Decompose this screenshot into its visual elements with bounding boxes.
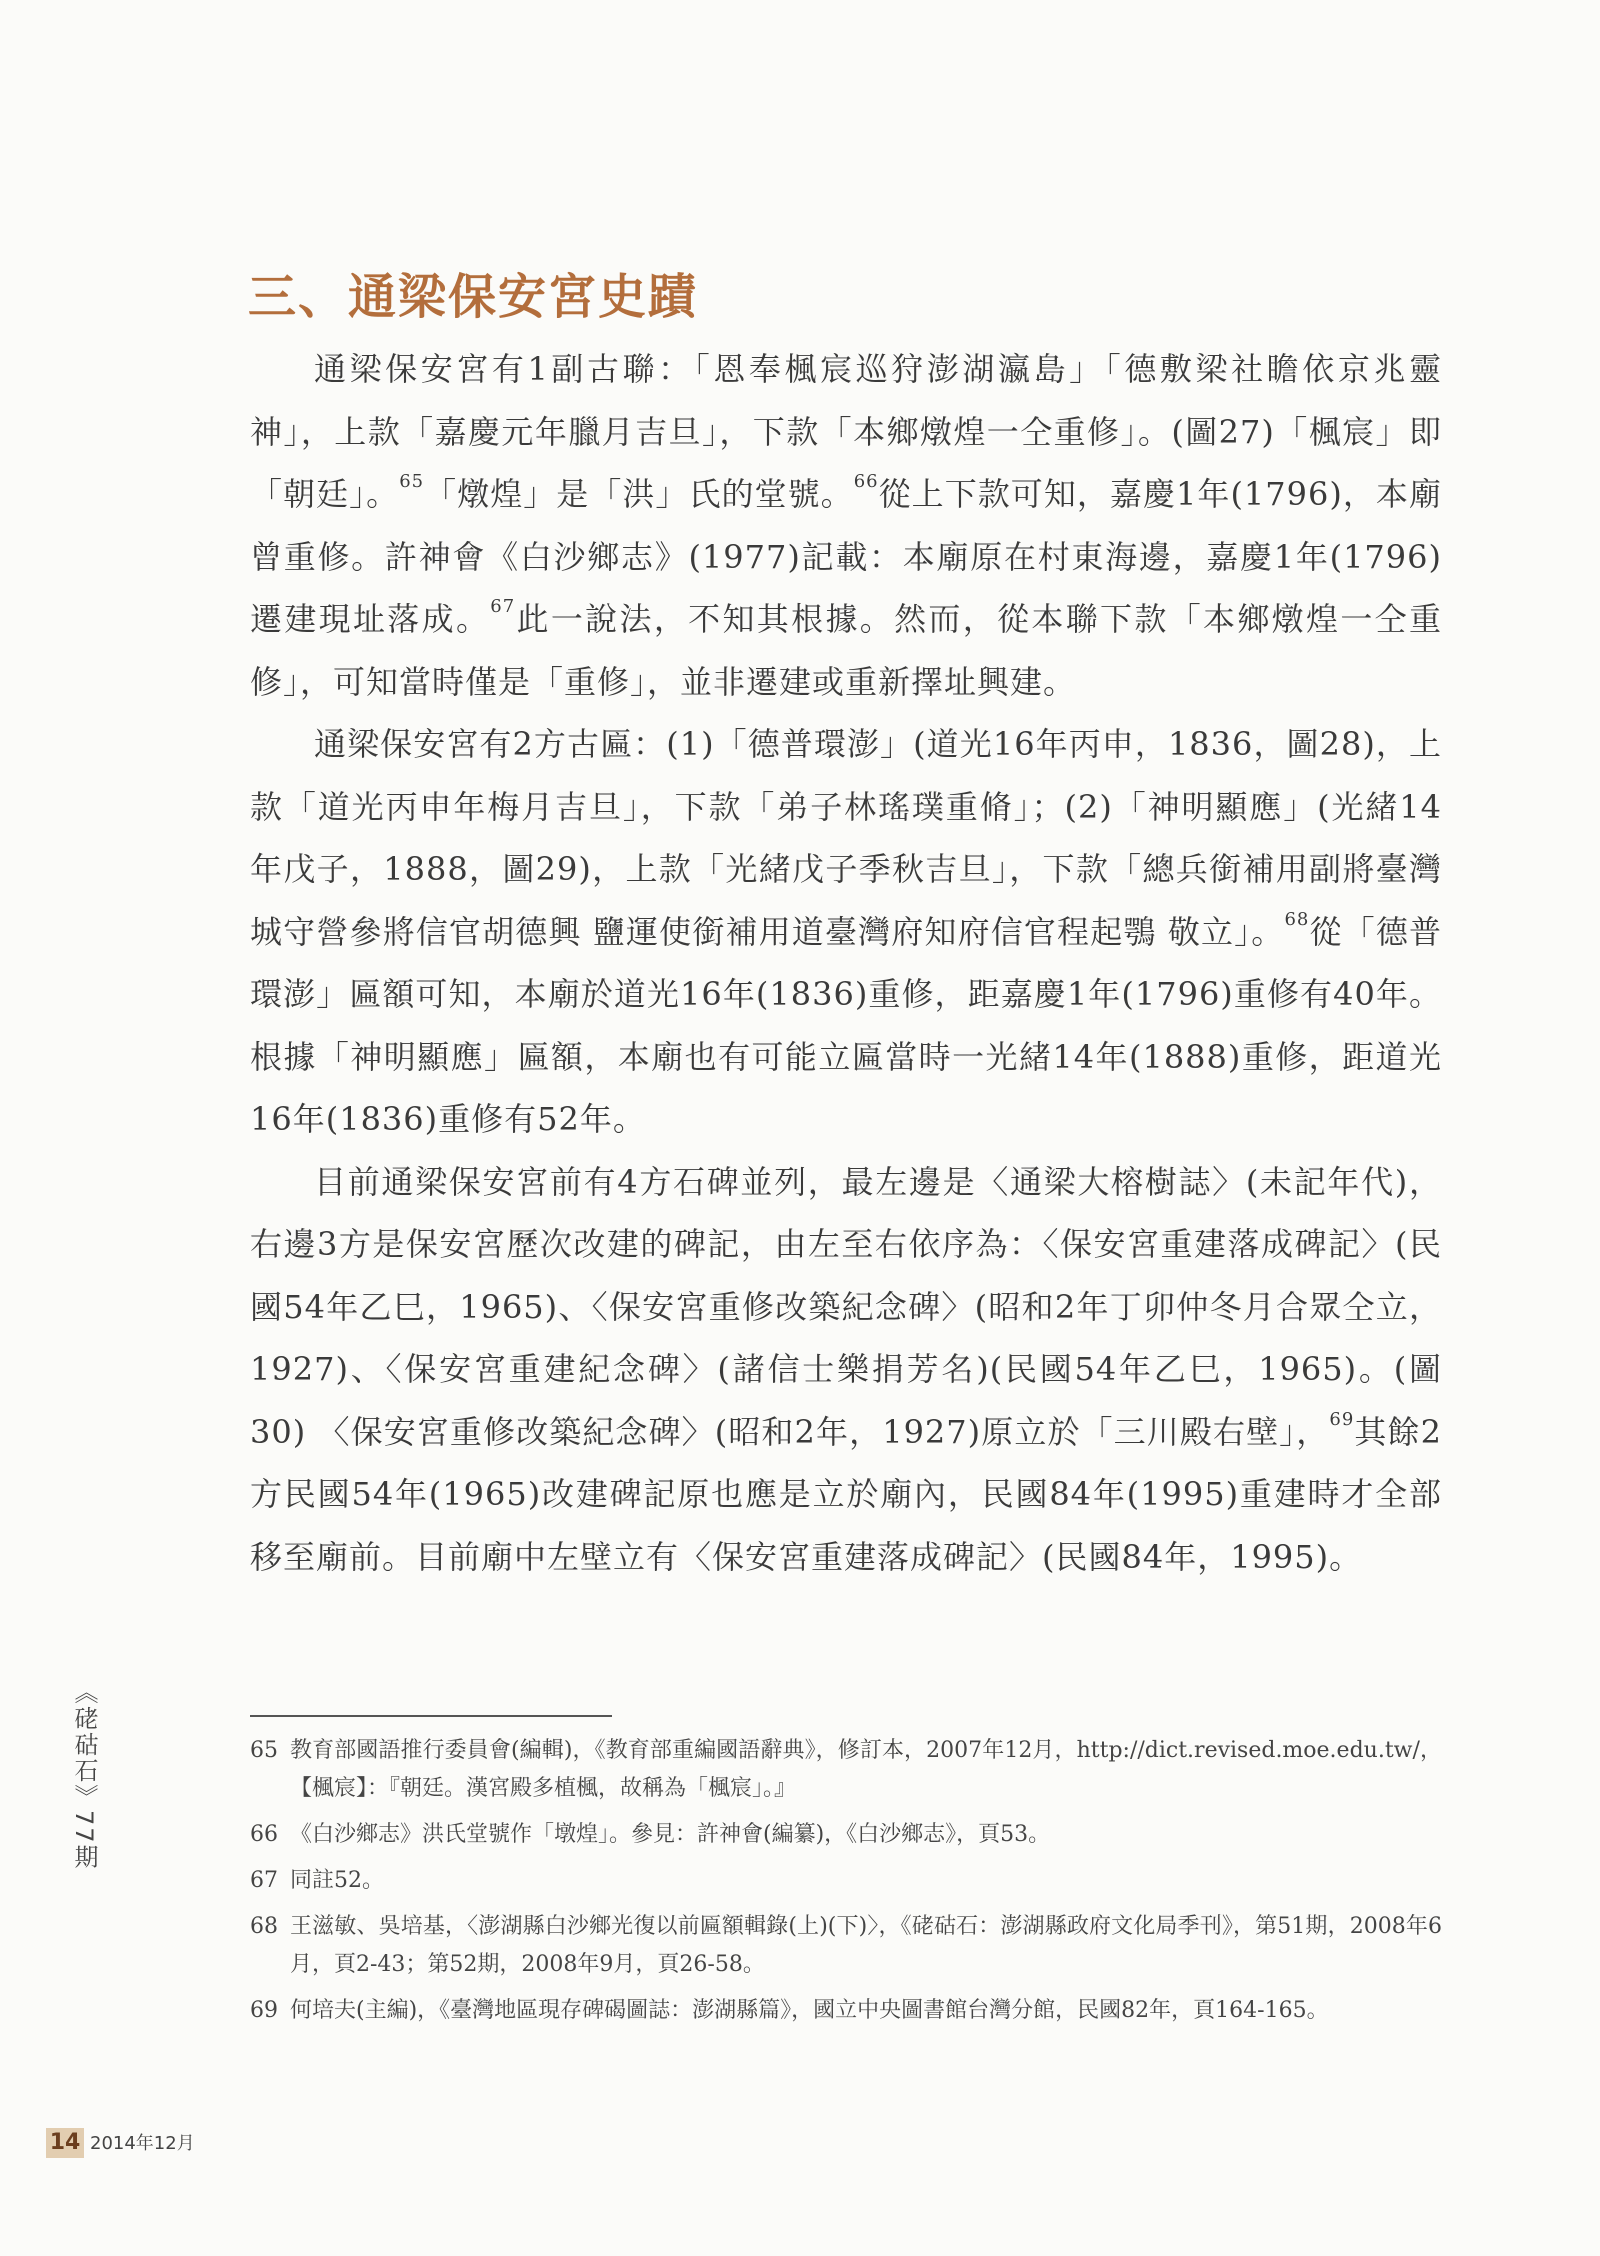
footnote-item xyxy=(250,1816,1442,1854)
footnote-text: 何培夫(主編)，《臺灣地區現存碑碣圖誌：澎湖縣篇》，國立中央圖書館台灣分館，民國82年，頁164-165。 xyxy=(290,1998,1329,2023)
footnote-number: 65 xyxy=(250,1738,278,1763)
footnote-number: 67 xyxy=(250,1868,278,1893)
paragraph-text: 從上下款可知，嘉慶1年(1796)，本廟曾重修。許神會《白沙鄉志》(1977)記載：本廟原在村東海邊，嘉慶1年(1796)遷建現址落成。 xyxy=(250,475,1442,638)
page-number: 14 xyxy=(46,2128,84,2158)
footnote-ref: 67 xyxy=(490,596,516,618)
footnote-item xyxy=(250,1992,1442,2030)
footnote-text: 《白沙鄉志》洪氏堂號作「墩煌」。參見：許神會(編纂)，《白沙鄉志》，頁53。 xyxy=(290,1822,1051,1847)
section-heading: 三、通梁保安宮史蹟 xyxy=(248,269,699,325)
footnote-text: 教育部國語推行委員會(編輯)，《教育部重編國語辭典》，修訂本，2007年12月，http://dict.revised.moe.edu.tw/，【楓宸】：『朝廷。漢宮殿多植楓，故稱為「楓宸」。』 xyxy=(290,1738,1442,1801)
paragraph-text: 從「德普環澎」匾額可知，本廟於道光16年(1836)重修，距嘉慶1年(1796)重修有40年。根據「神明顯應」匾額，本廟也有可能立匾當時一光緒14年(1888)重修，距道光16年(1836)重修有52年。 xyxy=(250,912,1442,1138)
footnote-number: 68 xyxy=(250,1914,278,1939)
issue-date: 2014年12月 xyxy=(90,2133,195,2154)
paragraph-text: 通梁保安宮有2方古匾：(1)「德普環澎」(道光16年丙申，1836，圖28)，上款「道光丙申年梅月吉旦」，下款「弟子林瑤璞重脩」；(2)「神明顯應」(光緒14年戊子，1888，圖29)，上款「光緒戊子季秋吉旦」，下款「總兵銜補用副將臺灣城守營參將信官胡德興 鹽運使銜補用道臺灣府知府信官程起鶚 敬立」。 xyxy=(250,725,1442,951)
footnote-ref: 68 xyxy=(1284,908,1310,930)
footnote-number: 66 xyxy=(250,1822,278,1847)
body-paragraph xyxy=(250,713,1442,1151)
paragraph-text: 目前通梁保安宮前有4方石碑並列，最左邊是〈通梁大榕樹誌〉(未記年代)，右邊3方是保安宮歷次改建的碑記，由左至右依序為：〈保安宮重建落成碑記〉(民國54年乙巳，1965)、〈保安宮重修改築紀念碑〉(昭和2年丁卯仲冬月合眾仝立，1927)、〈保安宮重建紀念碑〉(諸信士樂捐芳名)(民國54年乙巳，1965)。(圖30) 〈保安宮重修改築紀念碑〉(昭和2年，1927)原立於「三川殿右壁」， xyxy=(250,1162,1442,1451)
footnote-item xyxy=(250,1732,1442,1808)
footnote-item xyxy=(250,1862,1442,1900)
paragraph-text: 其餘2方民國54年(1965)改建碑記原也應是立於廟內，民國84年(1995)重建時才全部移至廟前。目前廟中左壁立有〈保安宮重建落成碑記〉(民國84年，1995)。 xyxy=(250,1412,1442,1576)
footnote-number: 69 xyxy=(250,1998,278,2023)
footnote-text: 王滋敏、吳培基，〈澎湖縣白沙鄉光復以前匾額輯錄(上)(下)〉，《硓𥑮石：澎湖縣政府文化局季刊》，第51期，2008年6月，頁2-43；第52期，2008年9月，頁26-58。 xyxy=(290,1914,1442,1977)
footnote-ref: 65 xyxy=(399,471,425,493)
paragraph-text: 此一說法，不知其根據。然而，從本聯下款「本鄉燉煌一仝重修」，可知當時僅是「重修」，並非遷建或重新擇址興建。 xyxy=(250,600,1442,701)
body-paragraph xyxy=(250,1151,1442,1589)
paragraph-text: 「燉煌」是「洪」氏的堂號。 xyxy=(424,475,854,513)
journal-title-vertical: 《硓𥑮石》77期 xyxy=(70,1680,98,1871)
main-body-text xyxy=(250,338,1442,1588)
paragraph-text: 通梁保安宮有1副古聯：「恩奉楓宸巡狩澎湖瀛島」「德敷梁社瞻依京兆靈神」，上款「嘉慶元年臘月吉旦」，下款「本鄉燉煌一仝重修」。(圖27)「楓宸」即「朝廷」。 xyxy=(250,350,1442,513)
footnotes-list xyxy=(250,1732,1442,2038)
body-paragraph xyxy=(250,338,1442,713)
footnote-ref: 69 xyxy=(1329,1408,1355,1430)
footnote-item xyxy=(250,1908,1442,1984)
footnote-divider xyxy=(250,1715,612,1717)
footnote-ref: 66 xyxy=(853,471,879,493)
footnote-text: 同註52。 xyxy=(290,1868,384,1893)
